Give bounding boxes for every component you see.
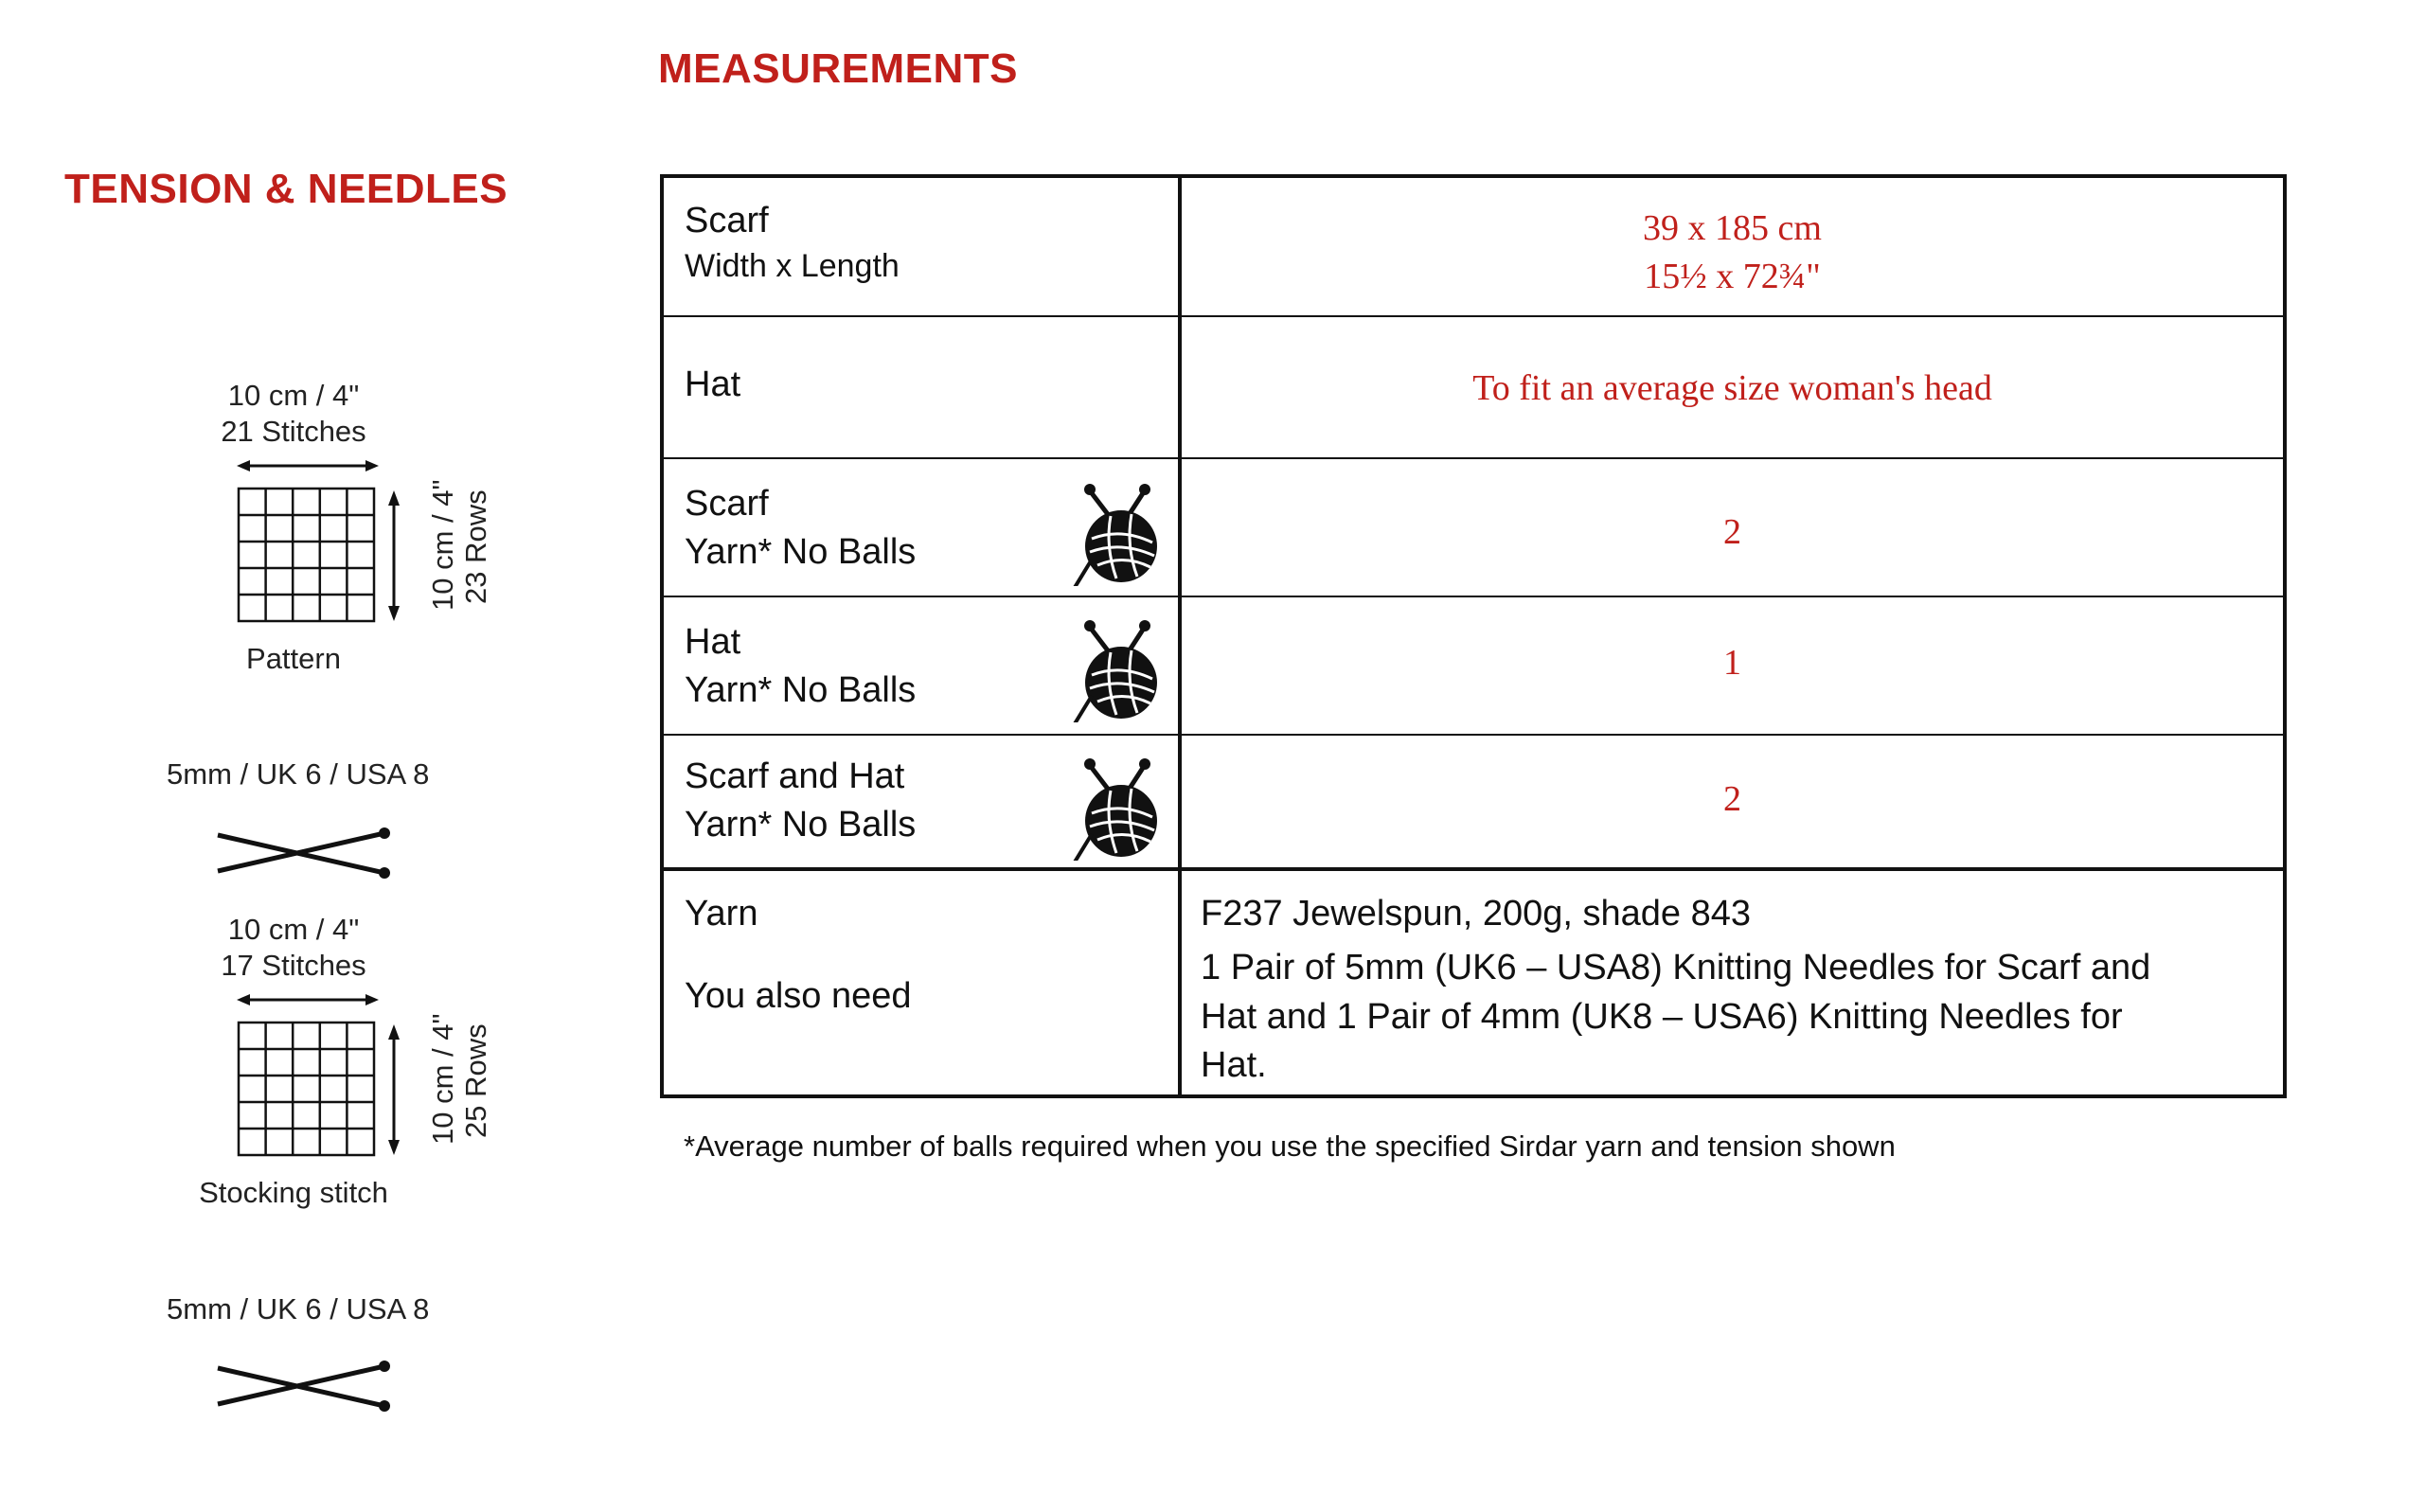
gauge-width-measure: 10 cm / 4" — [227, 913, 360, 946]
row-label: Scarf Yarn* No Balls — [685, 484, 917, 573]
gauge-stitch-count: 21 Stitches — [221, 415, 366, 448]
gauge-width-measure: 10 cm / 4" — [227, 379, 360, 412]
gauge-row-count: 23 Rows — [459, 489, 492, 604]
gauge-caption: Pattern — [246, 642, 341, 675]
needle-size-label: 5mm / UK 6 / USA 8 — [167, 757, 430, 791]
needle-size-1 — [161, 757, 464, 881]
needle-size-2 — [161, 1292, 464, 1415]
gauge-caption: Stocking stitch — [199, 1176, 388, 1209]
row-value: 39 x 185 cm 15½ x 72¾" — [1643, 208, 1822, 297]
row-value: 1 — [1723, 643, 1741, 683]
row-label: Scarf Width x Length — [685, 201, 900, 285]
table-row — [664, 178, 2283, 317]
gauge-height-measure: 10 cm / 4" — [426, 479, 459, 611]
row-value: To fit an average size woman's head — [1472, 368, 1992, 408]
table-row — [664, 871, 2283, 1094]
row-label: Hat Yarn* No Balls — [685, 622, 917, 711]
gauge-height-measure: 10 cm / 4" — [426, 1013, 459, 1145]
yarn-ball-icon — [1069, 747, 1164, 861]
crossed-needles-icon — [161, 797, 464, 882]
footnote: *Average number of balls required when you use the specified Sirdar yarn and tension shown — [684, 1130, 1896, 1163]
row-value: 2 — [1723, 512, 1741, 552]
measurements-heading: MEASUREMENTS — [658, 45, 1019, 92]
tension-needles-heading: TENSION & NEEDLES — [64, 166, 508, 212]
tension-gauge-stocking-stitch — [170, 913, 663, 1216]
gauge-stitch-count: 17 Stitches — [221, 949, 366, 982]
yarn-ball-icon — [1069, 609, 1164, 722]
row-value: F237 Jewelspun, 200g, shade 843 1 Pair of 5mm (UK6 – USA8) Knitting Needles for Scarf and Hat and 1 Pair of 4mm (UK8 – USA6) Knitting Needles for Hat. — [1201, 894, 2151, 1085]
table-row — [664, 736, 2283, 871]
measurements-table — [660, 174, 2287, 1098]
table-row — [664, 317, 2283, 459]
row-label: Yarn You also need — [685, 894, 912, 1017]
table-row — [664, 459, 2283, 597]
gauge-row-count: 25 Rows — [459, 1023, 492, 1138]
crossed-needles-icon — [161, 1330, 464, 1415]
row-value: 2 — [1723, 779, 1741, 819]
table-row — [664, 597, 2283, 736]
row-label: Scarf and Hat Yarn* No Balls — [685, 756, 917, 845]
tension-gauge-pattern — [170, 379, 663, 682]
needle-size-label: 5mm / UK 6 / USA 8 — [167, 1292, 430, 1325]
yarn-ball-icon — [1069, 472, 1164, 586]
row-label: Hat — [685, 365, 741, 404]
